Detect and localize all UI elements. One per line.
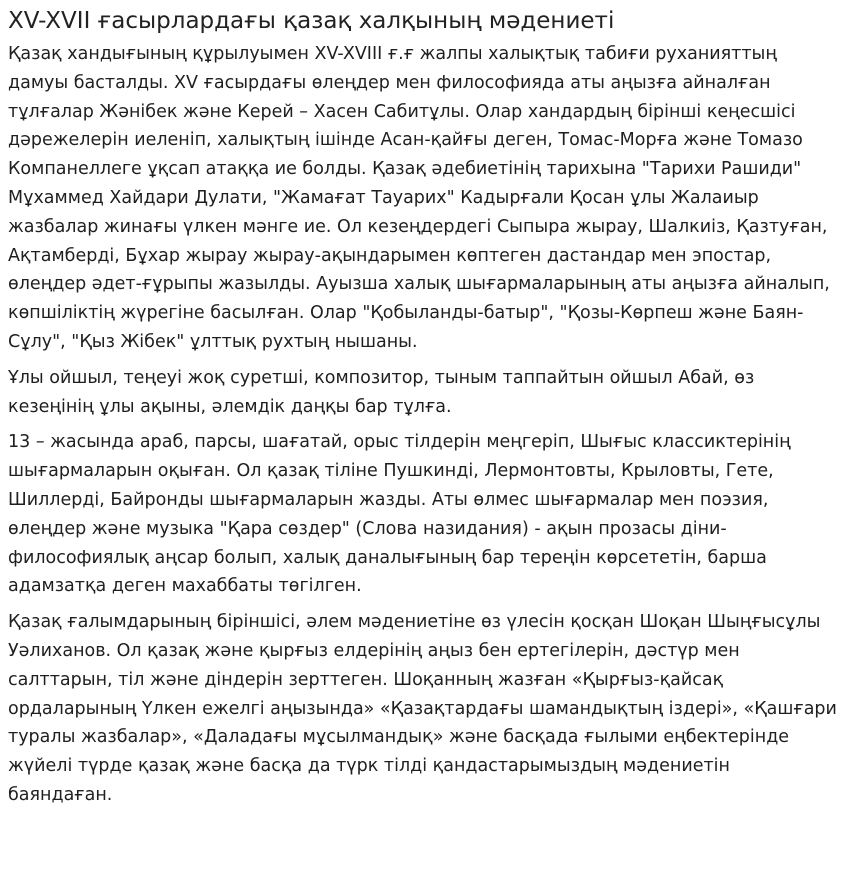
page-title: XV-XVII ғасырлардағы қазақ халқының мәдениеті [8, 8, 615, 34]
paragraph-khanate-culture: Қазақ хандығының құрылуымен XV-XVIII ғ.ғ жалпы халықтық табиғи руханияттың дамуы басталды. XV ғасырдағы өлеңдер мен философияда аты аңызға айналған тұлғалар Жәнібек және Керей – Хасен Сабитұлы. Олар хандардың бірінші кеңесшісі дәрежелерін иеленіп, халықтың ішінде Асан-қайғы деген, Томас-Морға және Томазо Компанеллеге ұқсап атаққа ие болды. Қазақ әдебиетінің тарихына "Тарихи Рашиди" Мұхаммед Хайдари Дулати, "Жамағат Тауарих" Кадырғали Қосан ұлы Жалаиыр жазбалар жинағы үлкен мәнге ие. Ол кезеңдердегі Сыпыра жырау, Шалкиіз, Қазтуған, Ақтамберді, Бұхар жырау жырау-ақындарымен көптеген дастандар мен эпостар, өлеңдер әдет-ғұрыпы жазылды. Ауызша халық шығармаларының аты аңызға айналып, көпшіліктің жүрегіне басылған. Олар "Қобыланды-батыр", "Қозы-Көрпеш және Баян-Сұлу", "Қыз Жібек" ұлттық рухтың нышаны. [8, 44, 830, 352]
paragraph-abai: Ұлы ойшыл, теңеуі жоқ суретші, композитор, тыным таппайтын ойшыл Абай, өз кезеңінің ұлы ақыны, әлемдік даңқы бар тұлға. [8, 367, 755, 417]
paragraph-abai-works: 13 – жасында араб, парсы, шағатай, орыс тілдерін меңгеріп, Шығыс классиктерінің шығармаларын оқыған. Ол қазақ тіліне Пушкинді, Лермонтовты, Крыловты, Гете, Шиллерді, Байронды шығармаларын жазды. Аты өлмес шығармалар мен поэзия, өлеңдер және музыка "Қара сөздер" (Слова назидания) - ақын прозасы діни-философиялық аңсар болып, халық даналығының бар тереңін көрсететін, барша адамзатқа деген махаббаты төгілген. [8, 432, 791, 597]
paragraph-valikhanov: Қазақ ғалымдарының біріншісі, әлем мәдениетіне өз үлесін қосқан Шоқан Шыңғысұлы Уәлиханов. Ол қазақ және қырғыз елдерінің аңыз бен ертегілерін, дәстүр мен салттарын, тіл және діндерін зерттеген. Шоқанның жазған «Қырғыз-қайсақ ордаларының Үлкен ежелгі аңызында» «Қазақтардағы шамандықтың іздері», «Қашғари туралы жазбалар», «Даладағы мұсылмандық» және басқада ғылыми еңбектерінде жүйелі түрде қазақ және басқа да түрк тілді қандастарымыздың мәдениетін баяндаған. [8, 612, 837, 805]
